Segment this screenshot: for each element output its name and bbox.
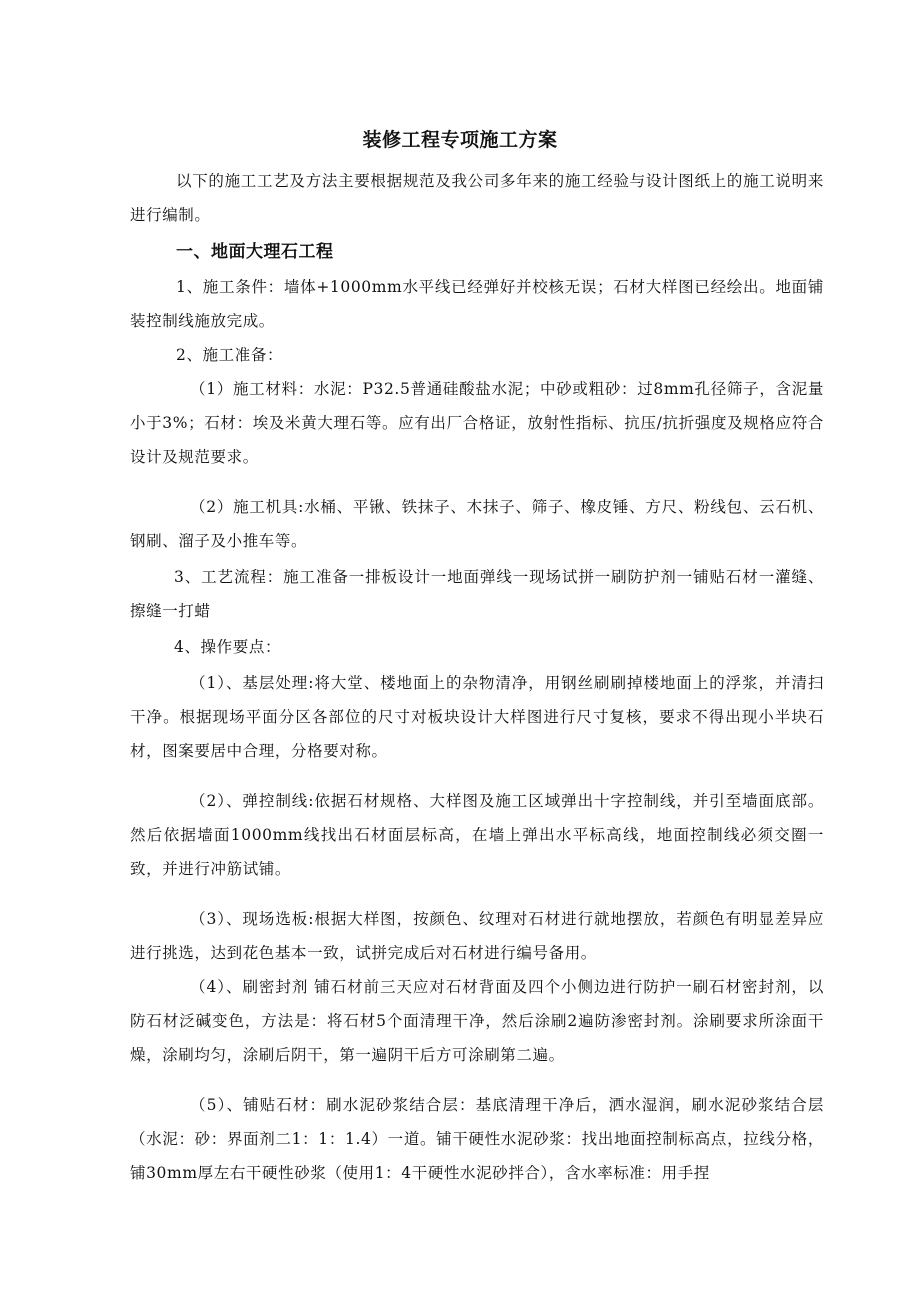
- paragraph-process-flow: 3、工艺流程：施工准备一排板设计一地面弹线一现场试拼一刷防护剂一铺贴石材一灌缝、擦缝一打蜡: [130, 568, 824, 620]
- paragraph-control-lines: （2）、弹控制线:依据石材规格、大样图及施工区域弹出十字控制线，并引至墙面底部。然后依据墙面1000mm线找出石材面层标高，在墙上弹出水平标高线，地面控制线必须交圈一致，并进行冲筋试铺。: [130, 792, 824, 878]
- section-heading-marble-floor: 一、地面大理石工程: [176, 242, 334, 262]
- paragraph-sealant: （4）、刷密封剂 铺石材前三天应对石材背面及四个小侧边进行防护一刷石材密封剂，以防石材泛碱变色，方法是：将石材5个面清理干净，然后涂刷2遍防渗密封剂。涂刷要求所涂面干燥，涂刷均匀，涂刷后阴干，第一遍阴干后方可涂刷第二遍。: [130, 978, 824, 1064]
- paragraph-construction-tools: （2）施工机具:水桶、平锹、铁抹子、木抹子、筛子、橡皮锤、方尺、粉线包、云石机、钢刷、溜子及小推车等。: [130, 498, 824, 550]
- paragraph-construction-materials: （1）施工材料：水泥：P32.5普通硅酸盐水泥；中砂或粗砂：过8mm孔径筛子，含泥量小于3%；石材：埃及米黄大理石等。应有出厂合格证，放射性指标、抗压/抗折强度及规格应符合设计及规范要求。: [130, 380, 824, 466]
- paragraph-construction-preparation: 2、施工准备：: [176, 346, 284, 364]
- intro-paragraph: 以下的施工工艺及方法主要根据规范及我公司多年来的施工经验与设计图纸上的施工说明来进行编制。: [130, 172, 824, 224]
- paragraph-board-selection: （3）、现场选板:根据大样图，按颜色、纹理对石材进行就地摆放，若颜色有明显差异应进行挑选，达到花色基本一致，试拼完成后对石材进行编号备用。: [130, 910, 824, 962]
- document-title: 装修工程专项施工方案: [362, 129, 558, 151]
- paragraph-base-treatment: （1）、基层处理:将大堂、楼地面上的杂物清净，用钢丝刷刷掉楼地面上的浮浆，并清扫干净。根据现场平面分区各部位的尺寸对板块设计大样图进行尺寸复核，要求不得出现小半块石材，图案要居中合理，分格要对称。: [130, 674, 824, 760]
- paragraph-key-operations: 4、操作要点：: [174, 638, 282, 656]
- paragraph-stone-laying: （5）、铺贴石材：刷水泥砂浆结合层：基底清理干净后，洒水湿润，刷水泥砂浆结合层（水泥：砂：界面剂二1：1：1.4）一道。铺干硬性水泥砂浆：找出地面控制标高点，拉线分格，铺30mm厚左右干硬性砂浆（使用1：4干硬性水泥砂拌合），含水率标准：用手捏: [130, 1096, 824, 1182]
- paragraph-construction-conditions: 1、施工条件：墙体+1000mm水平线已经弹好并校核无误；石材大样图已经绘出。地面铺装控制线施放完成。: [130, 278, 824, 330]
